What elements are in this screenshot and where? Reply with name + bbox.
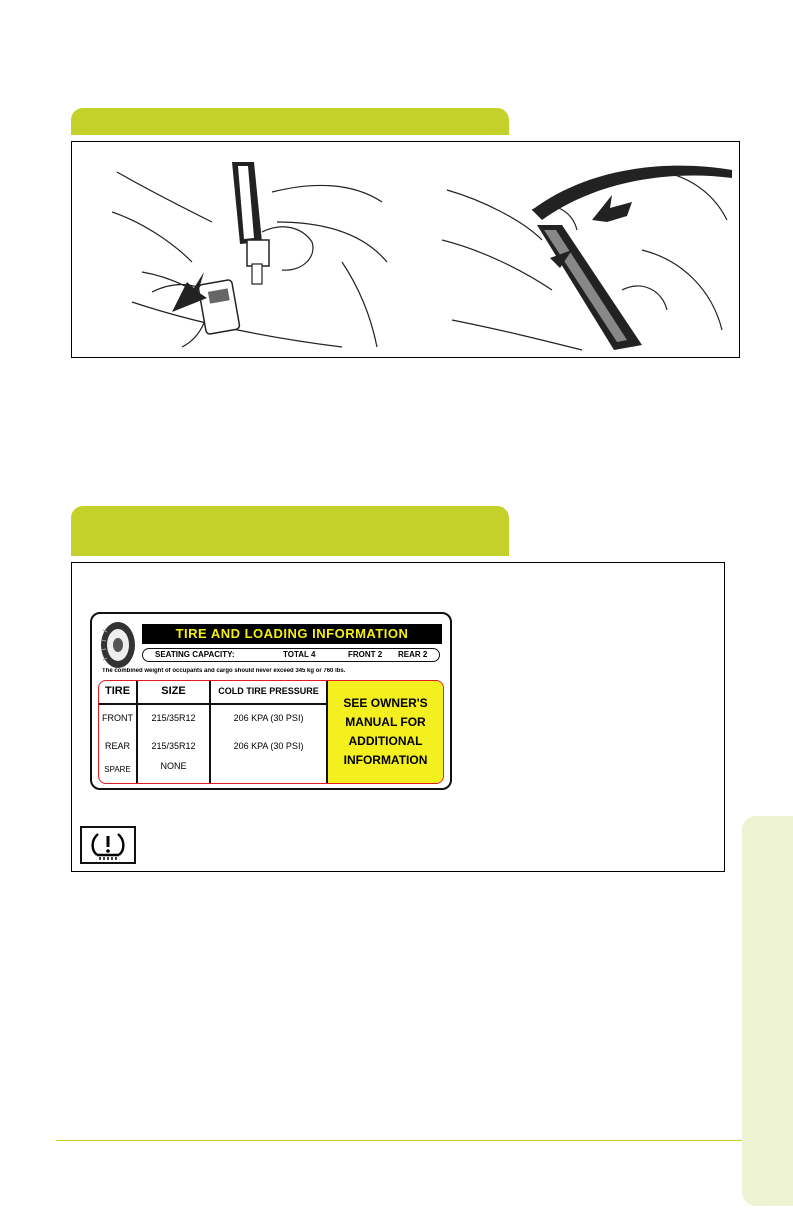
seatbelt-illustration-frame [71, 141, 740, 358]
combined-weight-text: The combined weight of occupants and cargo should never exceed 345 kg or 760 lbs. [102, 668, 346, 674]
tire-loading-label [90, 612, 452, 790]
tire-icon [98, 620, 138, 670]
section-header-tire-info [71, 506, 509, 556]
row-front-pressure: 206 KPA (30 PSI) [233, 713, 304, 723]
row-rear-tire: REAR [104, 741, 130, 751]
seating-capacity-label: SEATING CAPACITY: [155, 650, 235, 659]
seatbelt-buckle-illustration [112, 152, 392, 352]
row-rear-pressure: 206 KPA (30 PSI) [233, 741, 304, 751]
seatbelt-adjust-illustration [442, 150, 732, 355]
row-rear-size: 215/35R12 [151, 741, 196, 751]
header-pressure: COLD TIRE PRESSURE [218, 686, 319, 696]
row-spare-tire: SPARE [104, 765, 131, 774]
seating-rear: REAR 2 [398, 650, 428, 659]
tire-label-title: TIRE AND LOADING INFORMATION [142, 624, 442, 644]
tire-pressure-warning-icon [82, 828, 134, 862]
owners-manual-note-text: SEE OWNER'S MANUAL FOR ADDITIONAL INFORMATION [343, 696, 428, 767]
owners-manual-note [328, 681, 443, 783]
tpms-icon-box [80, 826, 136, 864]
seating-capacity-row [142, 648, 440, 662]
seating-front: FRONT 2 [348, 650, 383, 659]
row-front-size: 215/35R12 [151, 713, 196, 723]
seating-total: TOTAL 4 [283, 650, 316, 659]
row-spare-size: NONE [160, 761, 187, 771]
footer-rule [56, 1140, 742, 1141]
header-size: SIZE [161, 685, 186, 697]
tire-pressure-table [98, 680, 444, 784]
chapter-side-tab [742, 816, 793, 1206]
section-header-seatbelt [71, 108, 509, 135]
row-front-tire: FRONT [102, 713, 133, 723]
header-tire: TIRE [104, 685, 131, 697]
